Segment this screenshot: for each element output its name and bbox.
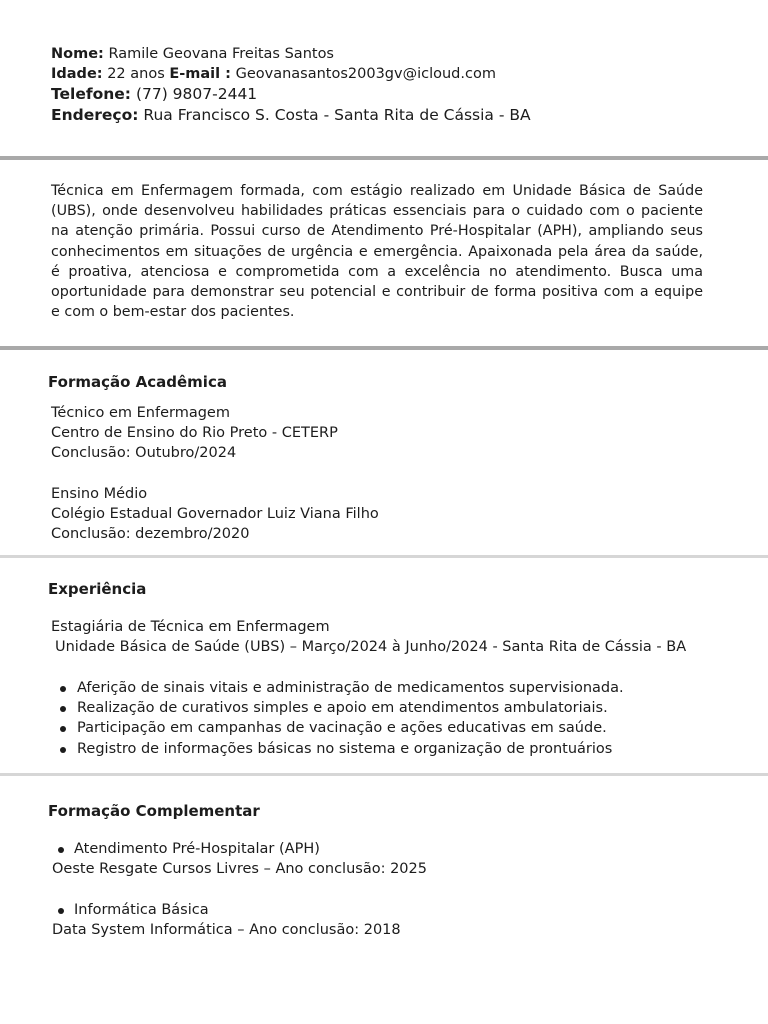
- complementary-entry: [52, 900, 401, 940]
- age-value: 22 anos: [107, 66, 165, 82]
- address-label: Endereço:: [51, 106, 139, 124]
- age-label: Idade:: [51, 66, 103, 82]
- bullet-icon: [60, 747, 66, 753]
- education-school: Centro de Ensino do Rio Preto - CETERP: [51, 425, 338, 442]
- contact-block: [51, 44, 531, 126]
- divider-summary: [0, 346, 768, 350]
- professional-summary: Técnica em Enfermagem formada, com estágio realizado em Unidade Básica de Saúde (UBS), onde desenvolveu habilidades práticas essenciais para o cuidado com o paciente na atenção primária. Possui curso de Atendimento Pré-Hospitalar (APH), ampliando seus conhecimentos em situações de urgência e emergência. Apaixonada pela área da saúde, é proativa, atenciosa e comprometida com a excelência no atendimento. Busca uma oportunidade para demonstrar seu potencial e contribuir de forma positiva com a equipe e com o bem-estar dos pacientes.: [51, 183, 703, 321]
- age-email-row: [51, 64, 531, 84]
- education-school: Colégio Estadual Governador Luiz Viana Filho: [51, 506, 379, 523]
- email-value: Geovanasantos2003gv@icloud.com: [235, 66, 496, 82]
- complementary-detail: Data System Informática – Ano conclusão: 2018: [52, 922, 401, 939]
- bullet-icon: [60, 706, 66, 712]
- name-row: [51, 44, 531, 64]
- experience-bullet-text: Registro de informações básicas no sistema e organização de prontuários: [77, 740, 613, 757]
- experience-role: Estagiária de Técnica em Enfermagem: [51, 619, 330, 635]
- education-title: Formação Acadêmica: [48, 373, 227, 391]
- education-completion: Conclusão: dezembro/2020: [51, 526, 250, 543]
- phone-label: Telefone:: [51, 85, 131, 103]
- experience-bullet: [58, 718, 624, 738]
- experience-bullets: [58, 678, 624, 759]
- phone-value: (77) 9807-2441: [135, 85, 258, 103]
- complementary-course: Informática Básica: [74, 902, 209, 918]
- bullet-icon: [58, 908, 64, 914]
- experience-place: Unidade Básica de Saúde (UBS) – Março/2024 à Junho/2024 - Santa Rita de Cássia - BA: [55, 639, 687, 656]
- bullet-icon: [58, 847, 64, 853]
- divider-education: [0, 555, 768, 558]
- complementary-course: Atendimento Pré-Hospitalar (APH): [74, 841, 320, 857]
- experience-bullet-text: Participação em campanhas de vacinação e ações educativas em saúde.: [77, 720, 607, 737]
- experience-bullet-text: Realização de curativos simples e apoio em atendimentos ambulatoriais.: [77, 700, 608, 717]
- experience-bullet: [58, 678, 624, 698]
- education-completion: Conclusão: Outubro/2024: [51, 445, 237, 462]
- complementary-title: Formação Complementar: [48, 802, 260, 820]
- complementary-detail: Oeste Resgate Cursos Livres – Ano conclusão: 2025: [52, 861, 427, 878]
- experience-entry: [51, 617, 686, 657]
- education-course: Ensino Médio: [51, 486, 148, 502]
- complementary-course-row: [52, 839, 427, 859]
- name-value: Ramile Geovana Freitas Santos: [108, 46, 334, 62]
- education-entry: [51, 484, 379, 545]
- complementary-entry: [52, 839, 427, 879]
- phone-row: [51, 84, 531, 105]
- experience-bullet-text: Aferição de sinais vitais e administração de medicamentos supervisionada.: [77, 680, 624, 696]
- name-label: Nome:: [51, 46, 104, 62]
- address-value: Rua Francisco S. Costa - Santa Rita de Cássia - BA: [143, 106, 531, 124]
- education-entry: [51, 403, 338, 464]
- education-course: Técnico em Enfermagem: [51, 405, 230, 421]
- bullet-icon: [60, 686, 66, 692]
- bullet-icon: [60, 726, 66, 732]
- experience-title: Experiência: [48, 580, 147, 598]
- divider-experience: [0, 773, 768, 776]
- complementary-course-row: [52, 900, 401, 920]
- divider-contact: [0, 156, 768, 160]
- experience-bullet: [58, 698, 624, 718]
- experience-bullet: [58, 739, 624, 759]
- address-row: [51, 105, 531, 126]
- email-label: E-mail :: [169, 66, 231, 82]
